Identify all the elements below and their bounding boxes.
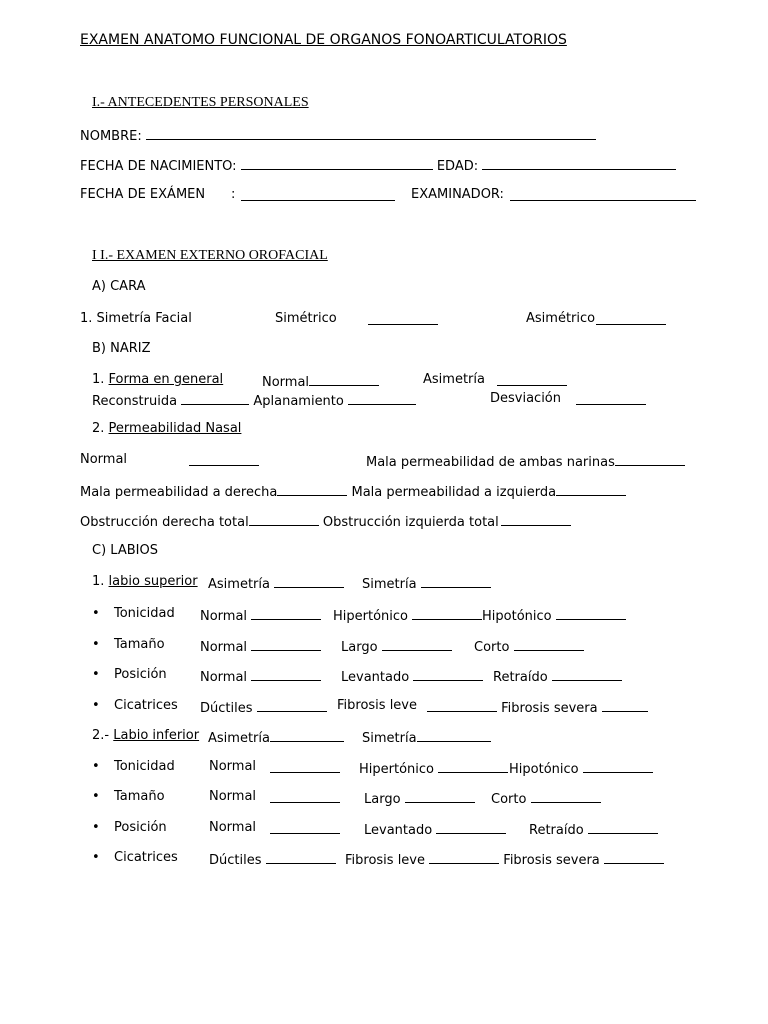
section-examen-externo-heading: I I.- EXAMEN EXTERNO OROFACIAL xyxy=(92,248,328,263)
obstruccion-row xyxy=(80,512,499,531)
forma-general-row xyxy=(92,372,223,388)
inf-levantado: Levantado xyxy=(364,820,506,839)
inf-posicion-normal-label: Normal xyxy=(209,820,257,835)
inf-tonicidad-label: Tonicidad xyxy=(114,759,175,774)
inf-tonicidad-normal-label: Normal xyxy=(209,759,257,774)
sup-tonicidad-normal-field[interactable] xyxy=(251,606,321,620)
fecha-examen-field[interactable] xyxy=(241,187,395,201)
labio-superior-row xyxy=(92,574,198,590)
obs-izquierda-field[interactable] xyxy=(501,512,571,526)
inf-hipotonico: Hipotónico xyxy=(509,759,653,778)
sup-hipotonico: Hipotónico xyxy=(482,606,626,625)
sup-fibrosis-severa-label: Fibrosis severa xyxy=(501,701,598,716)
obs-derecha-label: Obstrucción derecha total xyxy=(80,515,249,530)
fecha-examen-colon: : xyxy=(231,187,236,202)
bullet: • xyxy=(92,820,100,835)
section-antecedentes-heading: I.- ANTECEDENTES PERSONALES xyxy=(92,95,309,110)
examinador-field[interactable] xyxy=(510,187,696,201)
sup-tamano-label: Tamaño xyxy=(114,637,165,652)
sup-asimetria-label: Asimetría xyxy=(208,577,270,592)
inf-tamano-label: Tamaño xyxy=(114,789,165,804)
inf-fibrosis-severa-field[interactable] xyxy=(604,850,664,864)
bullet: • xyxy=(92,759,100,774)
fecha-examen-label: FECHA DE EXÁMEN xyxy=(80,187,206,202)
permeabilidad-label: Permeabilidad Nasal xyxy=(108,421,242,436)
inf-cicatrices-label: Cicatrices xyxy=(114,850,178,865)
inf-hipertonico-field[interactable] xyxy=(438,759,508,773)
perm-normal-label: Normal xyxy=(80,452,128,467)
sup-posicion-normal: Normal xyxy=(200,667,321,686)
nariz-normal-label: Normal xyxy=(262,375,310,390)
nariz-normal-field[interactable] xyxy=(309,372,379,386)
bullet: • xyxy=(92,637,100,652)
sup-hipotonico-field[interactable] xyxy=(556,606,626,620)
sup-retraido: Retraído xyxy=(493,667,622,686)
mala-derecha-row xyxy=(80,482,626,501)
mala-ambas-label: Mala permeabilidad de ambas narinas xyxy=(366,455,615,470)
forma-general-label: Forma en general xyxy=(108,372,224,387)
inf-hipertonico: Hipertónico xyxy=(359,759,508,778)
labio-superior-label: labio superior xyxy=(108,574,198,589)
desviacion-field[interactable] xyxy=(576,391,646,405)
sup-simetria-field[interactable] xyxy=(421,574,491,588)
sup-tonicidad-normal: Normal xyxy=(200,606,321,625)
aplanamiento-field[interactable] xyxy=(348,391,416,405)
inf-retraido: Retraído xyxy=(529,820,658,839)
sup-asimetria-row xyxy=(208,574,344,593)
labio-inferior-num: 2.- xyxy=(92,728,110,743)
inf-ductiles: Dúctiles xyxy=(209,850,336,869)
reconstruida-field[interactable] xyxy=(181,391,249,405)
inf-fibrosis-leve-label: Fibrosis leve xyxy=(345,853,425,868)
desviacion-label: Desviación xyxy=(490,391,562,406)
sup-corto-field[interactable] xyxy=(514,637,584,651)
sup-asimetria-field[interactable] xyxy=(274,574,344,588)
inf-posicion-normal-field[interactable] xyxy=(270,820,340,834)
sup-hipertonico: Hipertónico xyxy=(333,606,482,625)
inf-fibrosis-row xyxy=(345,850,664,869)
reconstruida-label: Reconstruida xyxy=(92,394,178,409)
nariz-normal-row xyxy=(262,372,379,391)
fecha-nacimiento-row xyxy=(80,156,676,175)
sup-largo: Largo xyxy=(341,637,452,656)
labio-inferior-label: Labio inferior xyxy=(113,728,200,743)
labio-inferior-row xyxy=(92,728,199,744)
inf-ductiles-field[interactable] xyxy=(266,850,336,864)
bullet: • xyxy=(92,698,100,713)
inf-fibrosis-leve-field[interactable] xyxy=(429,850,499,864)
sup-largo-field[interactable] xyxy=(382,637,452,651)
inf-tamano-normal-field[interactable] xyxy=(270,789,340,803)
nariz-asimetria-label: Asimetría xyxy=(423,372,485,387)
bullet: • xyxy=(92,667,100,682)
sup-tamano-normal-field[interactable] xyxy=(251,637,321,651)
perm-normal-field[interactable] xyxy=(189,452,259,466)
sup-ductiles: Dúctiles xyxy=(200,698,327,717)
sup-posicion-normal-field[interactable] xyxy=(251,667,321,681)
bullet: • xyxy=(92,789,100,804)
sup-simetria-row xyxy=(362,574,491,593)
sup-posicion-label: Posición xyxy=(114,667,167,682)
examinador-label: EXAMINADOR: xyxy=(411,187,504,202)
sup-simetria-label: Simetría xyxy=(362,577,417,592)
inf-tamano-normal-label: Normal xyxy=(209,789,257,804)
asimetrico-field[interactable] xyxy=(596,311,666,325)
mala-derecha-label: Mala permeabilidad a derecha xyxy=(80,485,278,500)
fecha-nacimiento-field[interactable] xyxy=(241,156,433,170)
inf-posicion-label: Posición xyxy=(114,820,167,835)
bullet: • xyxy=(92,606,100,621)
inf-tonicidad-normal-field[interactable] xyxy=(270,759,340,773)
nombre-field[interactable] xyxy=(146,126,596,140)
sup-tamano-normal: Normal xyxy=(200,637,321,656)
edad-field[interactable] xyxy=(482,156,676,170)
inf-fibrosis-severa-label: Fibrosis severa xyxy=(503,853,600,868)
sup-fibrosis-severa-field[interactable] xyxy=(602,698,648,712)
sup-retraido-field[interactable] xyxy=(552,667,622,681)
nariz-asimetria-field[interactable] xyxy=(497,372,567,386)
asimetrico-label: Asimétrico xyxy=(526,311,596,326)
mala-ambas-row xyxy=(366,452,685,471)
mala-derecha-field[interactable] xyxy=(277,482,347,496)
sup-levantado: Levantado xyxy=(341,667,483,686)
inf-asimetria-row xyxy=(208,728,344,747)
edad-label: EDAD: xyxy=(436,159,479,174)
fecha-nacimiento-label: FECHA DE NACIMIENTO: xyxy=(80,159,237,174)
inf-simetria-label: Simetría xyxy=(362,731,417,746)
sup-corto: Corto xyxy=(474,637,584,656)
labios-heading: C) LABIOS xyxy=(92,543,158,558)
mala-izquierda-field[interactable] xyxy=(556,482,626,496)
inf-hipotonico-field[interactable] xyxy=(583,759,653,773)
inf-simetria-row xyxy=(362,728,491,747)
sup-levantado-field[interactable] xyxy=(413,667,483,681)
nombre-label: NOMBRE: xyxy=(80,129,142,144)
nombre-row xyxy=(80,126,596,145)
simetria-facial-label: 1. Simetría Facial xyxy=(80,311,192,326)
bullet: • xyxy=(92,850,100,865)
simetrico-label: Simétrico xyxy=(275,311,337,326)
labio-superior-num: 1. xyxy=(92,574,105,589)
reconstruida-row xyxy=(92,391,416,410)
nariz-heading: B) NARIZ xyxy=(92,341,151,356)
mala-ambas-field[interactable] xyxy=(615,452,685,466)
inf-asimetria-field[interactable] xyxy=(270,728,344,742)
inf-largo-field[interactable] xyxy=(405,789,475,803)
inf-retraido-field[interactable] xyxy=(588,820,658,834)
forma-num: 1. xyxy=(92,372,105,387)
inf-corto-field[interactable] xyxy=(531,789,601,803)
inf-asimetria-label: Asimetría xyxy=(208,731,270,746)
sup-ductiles-field[interactable] xyxy=(257,698,327,712)
sup-tonicidad-label: Tonicidad xyxy=(114,606,175,621)
permeabilidad-row xyxy=(92,421,241,437)
sup-hipertonico-field[interactable] xyxy=(412,606,482,620)
mala-izquierda-label: Mala permeabilidad a izquierda xyxy=(351,485,557,500)
sup-fibrosis-leve: Fibrosis leve xyxy=(337,698,417,713)
inf-corto: Corto xyxy=(491,789,601,808)
obs-derecha-field[interactable] xyxy=(249,512,319,526)
permeabilidad-num: 2. xyxy=(92,421,105,436)
aplanamiento-label: Aplanamiento xyxy=(253,394,344,409)
simetrico-field[interactable] xyxy=(368,311,438,325)
obs-izquierda-label: Obstrucción izquierda total xyxy=(322,515,499,530)
sup-cicatrices-label: Cicatrices xyxy=(114,698,178,713)
inf-largo: Largo xyxy=(364,789,475,808)
inf-levantado-field[interactable] xyxy=(436,820,506,834)
document-title: EXAMEN ANATOMO FUNCIONAL DE ORGANOS FONOARTICULATORIOS xyxy=(80,32,567,48)
inf-simetria-field[interactable] xyxy=(417,728,491,742)
sup-fibrosis-leve-field[interactable] xyxy=(427,698,497,712)
cara-heading: A) CARA xyxy=(92,279,146,294)
